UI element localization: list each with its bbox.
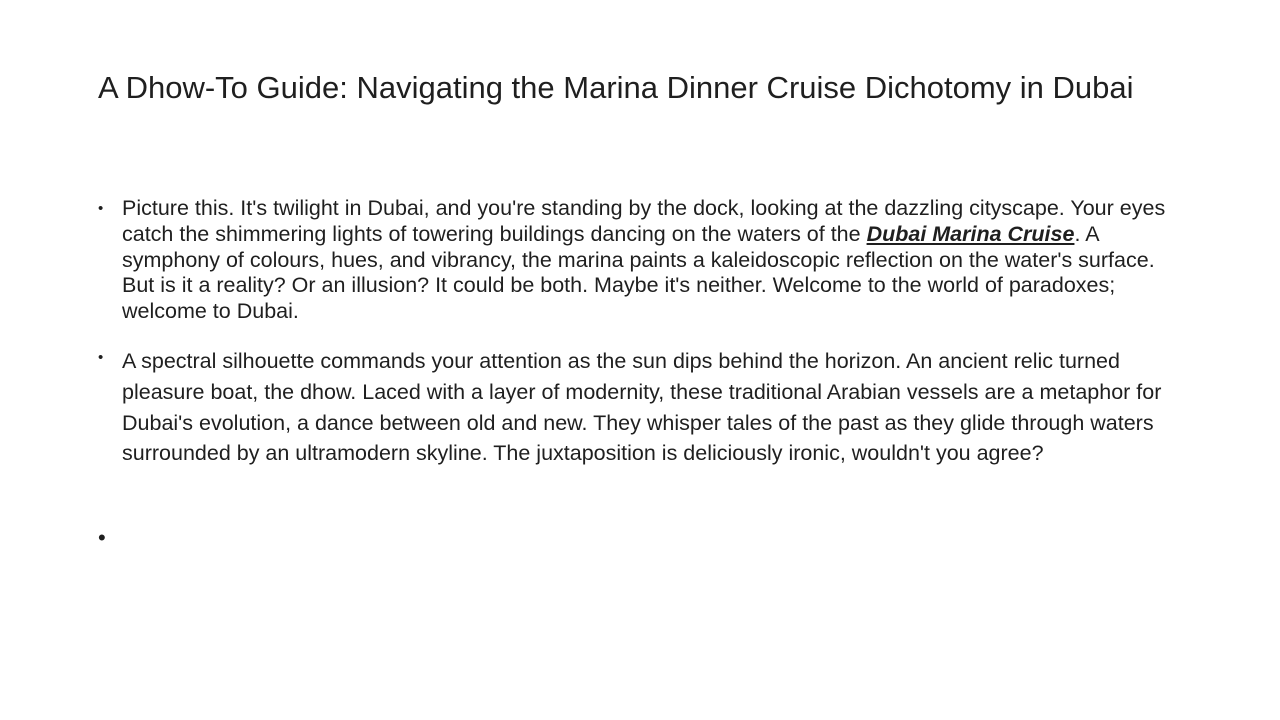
bullet-marker: •: [98, 525, 106, 550]
dubai-marina-cruise-link[interactable]: Dubai Marina Cruise: [866, 221, 1075, 246]
bullet-list: [98, 196, 1188, 554]
slide-title: A Dhow-To Guide: Navigating the Marina Dinner Cruise Dichotomy in Dubai: [98, 70, 1134, 105]
bullet-marker: •: [98, 349, 104, 366]
bullet-marker: •: [98, 200, 104, 217]
bullet-text: A spectral silhouette commands your attention as the sun dips behind the horizon. An ancient relic turned pleasure boat, the dhow. Laced with a layer of modernity, these traditional Arabian vessels are a metaphor for Dubai's evolution, a dance between old and new. They whisper tales of the past as they glide through waters surrounded by an ultramodern skyline. The juxtaposition is deliciously ironic, wouldn't you agree?: [122, 349, 1162, 466]
bullet-text-after: . A symphony of colours, hues, and vibrancy, the marina paints a kaleidoscopic reflection on the water's surface. But is it a reality? Or an illusion? It could be both. Maybe it's neither. Welcome to the world of paradoxes; welcome to Dubai.: [122, 221, 1155, 324]
bullet-item-1: [98, 196, 1188, 326]
bullet-item-3-empty: [98, 526, 1188, 554]
bullet-text-before: Picture this. It's twilight in Dubai, and you're standing by the dock, looking at the dazzling cityscape. Your eyes catch the shimmering lights of towering buildings dancing on the waters of the: [122, 196, 1166, 246]
bullet-item-2: [98, 346, 1188, 501]
